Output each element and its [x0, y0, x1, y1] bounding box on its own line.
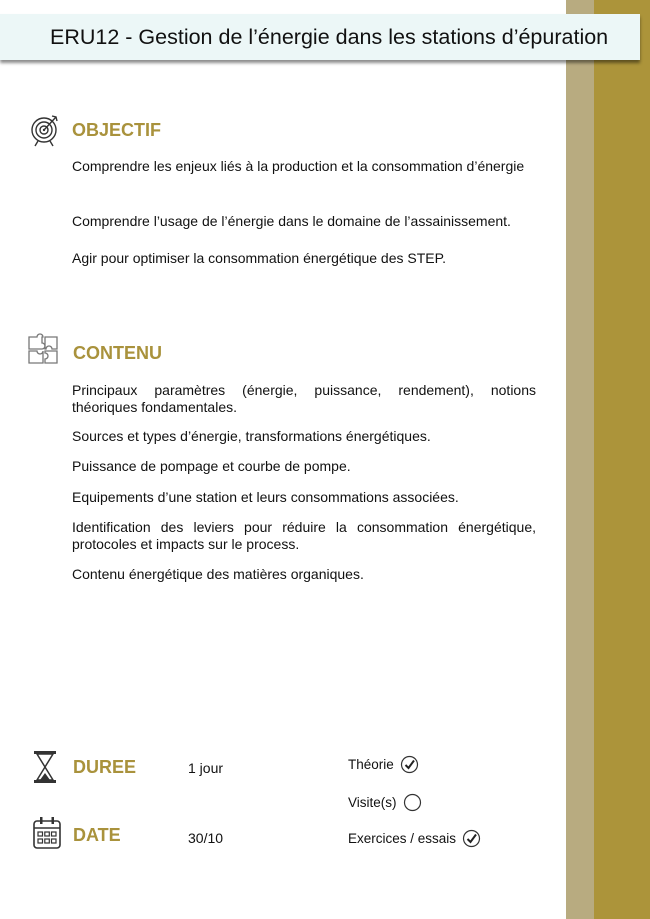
checked-circle-icon: [400, 755, 419, 774]
side-stripe-light: [566, 0, 594, 919]
date-label: DATE: [73, 825, 121, 845]
duree-label: DUREE: [73, 757, 137, 777]
contenu-item: Puissance de pompage et courbe de pompe.: [72, 458, 351, 474]
modalite-theorie: [348, 755, 419, 774]
contenu-item: Equipements d’une station et leurs consommations associées.: [72, 489, 459, 505]
page-title: ERU12 - Gestion de l’énergie dans les stations d’épuration: [50, 25, 609, 49]
modalite-exercices: [348, 829, 481, 848]
contenu-item: Identification des leviers pour réduire la consommation énergétique, protocoles et impacts sur le process.: [72, 519, 536, 552]
hourglass-icon: [33, 750, 57, 784]
contenu-item: Sources et types d’énergie, transformations énergétiques.: [72, 428, 431, 444]
modalite-visites: [348, 793, 422, 812]
objectif-title: OBJECTIF: [72, 120, 162, 140]
checked-circle-icon: [462, 829, 481, 848]
duree-value: 1 jour: [188, 760, 224, 776]
target-icon: [30, 113, 60, 147]
modalite-label: Visite(s): [348, 795, 397, 810]
header-banner: [0, 14, 640, 60]
puzzle-icon: [26, 333, 60, 367]
contenu-item: Principaux paramètres (énergie, puissance, rendement), notions théoriques fondamentales.: [72, 382, 536, 415]
modalite-label: Exercices / essais: [348, 831, 457, 846]
calendar-icon: [32, 816, 62, 850]
objectif-item: Comprendre les enjeux liés à la production et la consommation d’énergie: [72, 158, 525, 174]
contenu-item: Contenu énergétique des matières organiques.: [72, 566, 364, 582]
side-stripe-dark: [594, 0, 650, 919]
unchecked-circle-icon: [403, 793, 422, 812]
objectif-item: Agir pour optimiser la consommation énergétique des STEP.: [72, 250, 447, 266]
date-value: 30/10: [188, 830, 224, 846]
contenu-title: CONTENU: [73, 343, 162, 363]
modalite-label: Théorie: [348, 757, 394, 772]
objectif-item: Comprendre l’usage de l’énergie dans le domaine de l’assainissement.: [72, 213, 511, 229]
